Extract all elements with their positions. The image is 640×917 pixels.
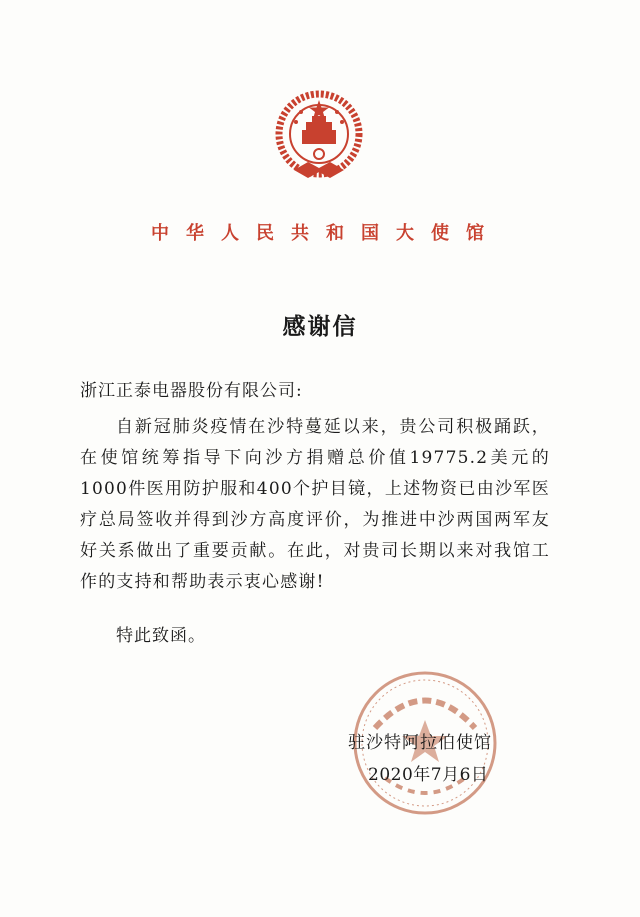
closing-line: 特此致函。 [116, 626, 206, 646]
national-emblem-icon [272, 88, 366, 184]
embassy-letterhead: 中华人民共和国大使馆 [151, 223, 501, 244]
letter-body: 自新冠肺炎疫情在沙特蔓延以来，贵公司积极踊跃，在使馆统筹指导下向沙方捐赠总价值19775.2美元的1000件医用防护服和400个护目镜，上述物资已由沙军医疗总局签收并得到沙方高度评价，为推进中沙两国两军友好关系做出了重要贡献。在此，对贵司长期以来对我馆工作的支持和帮助表示衷心感谢! [80, 417, 550, 592]
signature-organization: 驻沙特阿拉伯使馆 [348, 733, 492, 753]
letter-title: 感谢信 [282, 314, 358, 340]
salutation: 浙江正泰电器股份有限公司: [80, 381, 303, 401]
signature-date: 2020年7月6日 [368, 765, 489, 785]
